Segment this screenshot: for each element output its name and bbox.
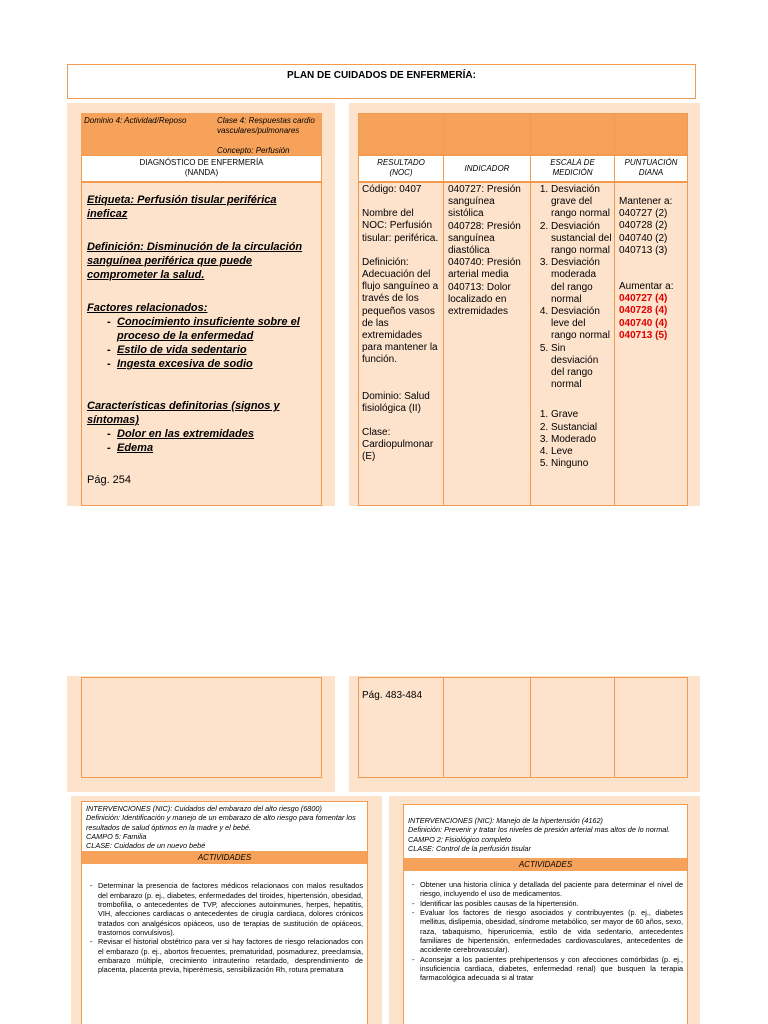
indicador-item: 040740: Presión arterial media: [448, 257, 521, 281]
nic-left-box: [81, 801, 368, 1024]
escala-list-2: [534, 409, 612, 470]
resultado-definicion: Definición: Adecuación del flujo sanguíneo a través de los pequeños vasos de las extremidades para mantener la función.: [362, 256, 439, 366]
clase-label: Clase 4: Respuestas cardiovasculares/pulmonares: [217, 116, 315, 135]
indicador-item: 040713: Dolor localizado en extremidades: [448, 281, 511, 318]
aumentar-item: 040728 (4): [619, 305, 668, 317]
diagnosis-label-box: [81, 155, 322, 182]
factor-item: - Estilo de vida sedentario: [105, 343, 317, 357]
continuation-cell-2: [443, 677, 531, 778]
factor-item: - Ingesta excesiva de sodio: [105, 357, 317, 371]
actividad-item: - Revisar el historial obstétrico para ver si hay factores de riesgo relacionados con el embarazo (p. ej., abortos frecuentes, prematuridad, posmadurez, preeclamsia, embarazo múltiple, crecimiento intrauterino retardado, desprendimiento de placenta, placenta previa, hiperémesis, sensibilización Rh, rotura prematura: [88, 937, 363, 974]
aumentar-item: 040740 (4): [619, 317, 668, 329]
actividad-item: - Obtener una historia clínica y detallada del paciente para determinar el nivel de riesgo, incluyendo el uso de medicamentos.: [410, 880, 683, 899]
escala-header: [530, 155, 615, 182]
factores-list: [105, 315, 317, 371]
diagnosis-body: [81, 182, 322, 506]
nic-right-actividades-header: [404, 858, 687, 871]
escala-2-item: 5. Ninguno: [551, 458, 612, 470]
nic-left-actividades-label: ACTIVIDADES: [197, 853, 252, 863]
indicador-header: [443, 155, 531, 182]
resultado-codigo: Código: 0407: [362, 184, 422, 195]
nic-left-header: [82, 802, 367, 850]
puntuacion-header-sub: DIANA: [638, 168, 664, 177]
aumentar-title: Aumentar a:: [619, 281, 674, 293]
diagnosis-label: DIAGNÓSTICO DE ENFERMERÍA: [139, 158, 264, 167]
indicador-item: 040728: Presión sanguínea diastólica: [448, 220, 521, 257]
caracteristicas-list: [105, 427, 317, 455]
nic-right-header: [404, 805, 687, 853]
escala-header-sub: MEDICIÓN: [552, 168, 593, 177]
actividad-item: - Identificar las posibles causas de la hipertensión.: [410, 899, 683, 908]
puntuacion-cell: [614, 182, 688, 506]
mantener-item: 040728 (2): [619, 220, 668, 232]
escala-2-item: 2. Sustancial: [551, 422, 612, 434]
escala-2-item: 4. Leve: [551, 446, 612, 458]
nic-right-actividades-label: ACTIVIDADES: [518, 860, 573, 870]
resultado-header-sub: (NOC): [389, 168, 413, 177]
nic-right-clase: CLASE: Control de la perfusión tisular: [408, 843, 531, 853]
nic-left-campo: CAMPO 5: Familia: [86, 831, 147, 841]
indicador-header-text: INDICADOR: [464, 164, 510, 173]
concepto-label: Concepto: Perfusión: [217, 146, 290, 155]
diagnosis-header: [81, 113, 322, 155]
escala-header-text: ESCALA DE: [550, 158, 595, 167]
indicador-item: 040727: Presión sanguínea sistólica: [448, 184, 521, 220]
escala-item: 4. Desviación leve del rango normal: [551, 306, 612, 343]
aumentar-item: 040727 (4): [619, 293, 668, 305]
escala-2-item: 3. Moderado: [551, 434, 612, 446]
resultado-cell: [358, 182, 444, 506]
nic-right-title: INTERVENCIONES (NIC): Manejo de la hipertensión (4162): [408, 816, 603, 825]
actividad-item: - Aconsejar a los pacientes prehipertensos y con afecciones comórbidas (p. ej., insuficiencia cardiaca, diabetes, enfermedad renal) que busquen la terapia farmacológica adecuada si al tratar: [410, 955, 683, 983]
escala-list: [534, 184, 612, 391]
nic-left-actividades: [82, 864, 367, 974]
resultado-clase: Clase: Cardiopulmonar (E): [362, 427, 434, 463]
puntuacion-header-text: PUNTUACIÓN: [624, 158, 678, 167]
resultado-header: [358, 155, 444, 182]
caracteristica-item: - Edema: [105, 441, 317, 455]
factores-title: Factores relacionados:: [87, 302, 208, 314]
indicador-cell: [443, 182, 531, 506]
mantener-item: 040713 (3): [619, 244, 668, 256]
nic-right-definicion: Definición: Prevenir y tratar los niveles de presión arterial mas altos de lo normal.: [408, 825, 670, 835]
second-page-ref: Pág. 483-484: [362, 690, 423, 701]
etiqueta: Etiqueta: Perfusión tisular periférica ineficaz: [87, 194, 277, 220]
mantener-item: 040740 (2): [619, 232, 668, 244]
dominio-label: Dominio 4: Actividad/Reposo: [84, 116, 187, 125]
continuation-cell-3: [530, 677, 615, 778]
puntuacion-header: [614, 155, 688, 182]
escala-item: 2. Desviación sustancial del rango normal: [551, 221, 612, 258]
noc-header-col3: [530, 113, 615, 155]
noc-header-col1: [358, 113, 444, 155]
aumentar-item: 040713 (5): [619, 329, 668, 341]
escala-item: 5. Sin desviación del rango normal: [551, 343, 612, 392]
nic-right-box: [403, 804, 688, 1024]
continuation-cell-4: [614, 677, 688, 778]
escala-cell: [530, 182, 615, 506]
factor-item: - Conocimiento insuficiente sobre el proceso de la enfermedad: [105, 315, 317, 343]
diagnosis-page: Pág. 254: [87, 474, 132, 486]
noc-header-col2: [443, 113, 531, 155]
escala-item: 3. Desviación moderada del rango normal: [551, 257, 612, 306]
noc-header-col4: [614, 113, 688, 155]
continuation-cell-1: [358, 677, 444, 778]
escala-item: 1. Desviación grave del rango normal: [551, 184, 612, 221]
mantener-title: Mantener a:: [619, 196, 673, 207]
actividad-item: - Determinar la presencia de factores médicos relacionaos con malos resultados del embarazo (p. ej., diabetes, enfermedades del tiroides, hipertensión, obesidad, trombofilia, o antecedentes de TVP, afecciones autoinmunes, herpes, hepatitis, VIH, afecciones cardiacas o antecedentes de cirugía cardiaca, dolores crónicos tratados con analgésicos opiáceos, uso de terapias de sustitución de opiáceos, trastornos convulsivos).: [88, 881, 363, 937]
escala-2-item: 1. Grave: [551, 409, 612, 421]
nic-left-clase: CLASE: Cuidados de un nuevo bebé: [86, 841, 206, 851]
nic-left-actividades-header: [82, 851, 367, 864]
diagnosis-label-sub: (NANDA): [184, 168, 219, 177]
nic-right-actividades: [404, 871, 687, 982]
page-title: PLAN DE CUIDADOS DE ENFERMERÍA:: [287, 70, 476, 81]
mantener-item: 040727 (2): [619, 208, 668, 220]
nic-left-definicion: Definición: Identificación y manejo de un embarazo de alto riesgo para fomentar los resultados de salud óptimos en la madre y el bebé.: [86, 813, 356, 832]
resultado-nombre: Nombre del NOC: Perfusión tisular: periférica.: [362, 208, 439, 244]
resultado-header-text: RESULTADO: [377, 158, 425, 167]
nic-left-title: INTERVENCIONES (NIC): Cuidados del embarazo del alto riesgo (6800): [86, 804, 322, 813]
caracteristicas-title: Características definitorias (signos y síntomas): [87, 400, 280, 426]
title-box: [67, 64, 696, 99]
nic-right-campo: CAMPO 2: Fisiológico completo: [408, 834, 512, 844]
resultado-dominio: Dominio: Salud fisiológica (II): [362, 390, 430, 414]
actividad-item: - Evaluar los factores de riesgo asociados y contribuyentes (p. ej., diabetes mellitus, dislipemia, obesidad, síndrome metabólico, ser mayor de 60 años, sexo, raza, tabaquismo, hiperuricemia, estilo de vida sedentario, antecedentes familiares de hipertensión, enfermedades cardiovasculares, antecedentes de accidente cerebrovascular).: [410, 908, 683, 954]
continuation-left-box: [81, 677, 322, 778]
definicion: Definición: Disminución de la circulación sanguínea periférica que puede comprometer la salud.: [87, 241, 303, 281]
caracteristica-item: - Dolor en las extremidades: [105, 427, 317, 441]
